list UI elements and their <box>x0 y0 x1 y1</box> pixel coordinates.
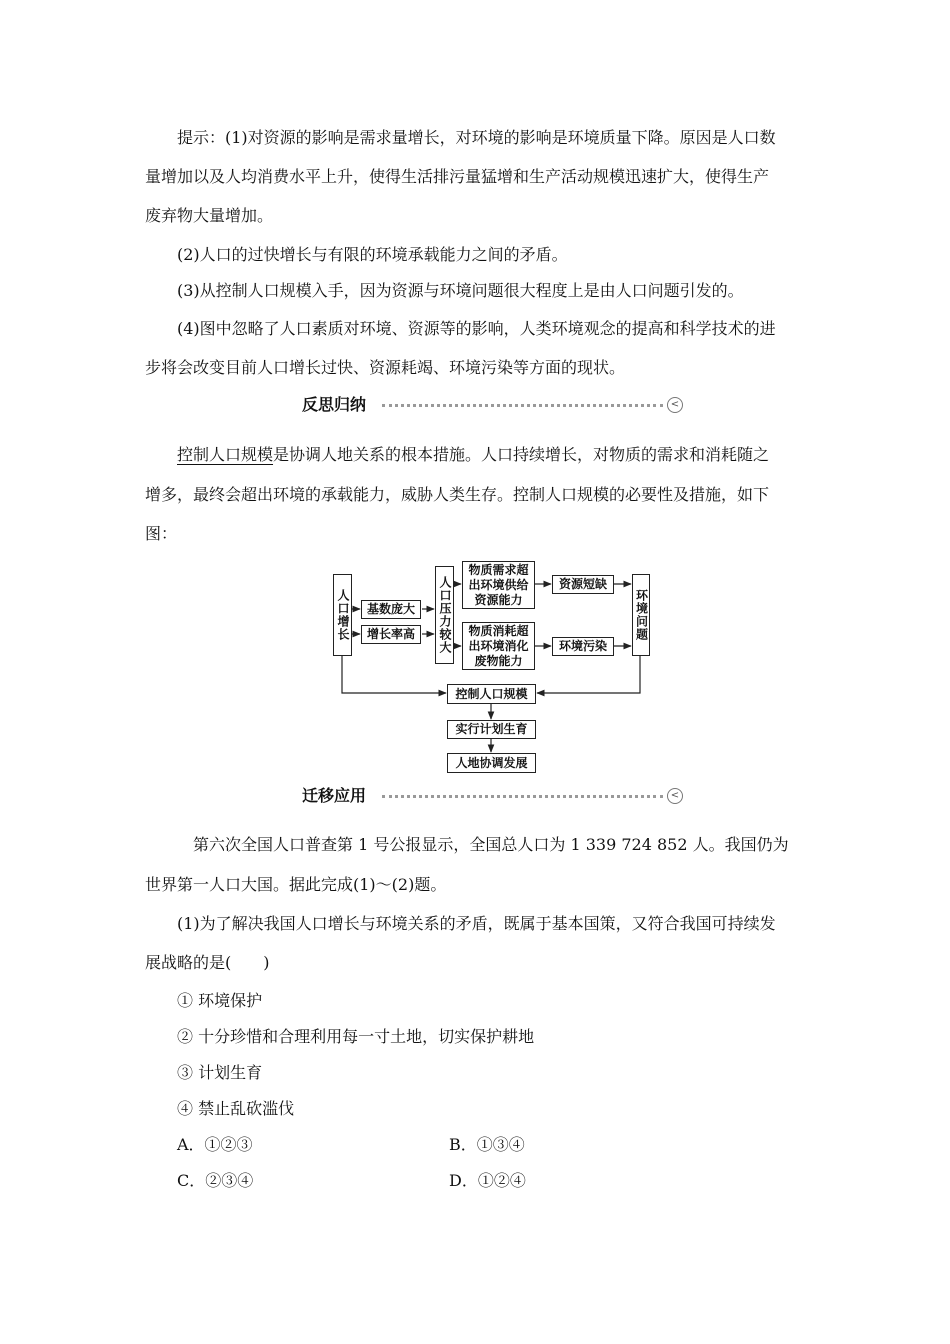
demand-exceeds-box: 物质需求超 出环境供给 资源能力 <box>462 561 535 609</box>
population-growth-box: 人口增长 <box>333 574 352 656</box>
chevron-left-icon: < <box>667 397 683 413</box>
hint-line: (3)从控制人口规模入手，因为资源与环境问题很大程度上是由人口问题引发的。 <box>177 281 744 300</box>
control-population-box: 控制人口规模 <box>447 684 536 704</box>
option-c: C．②③④ <box>177 1171 254 1190</box>
hint-line: (2)人口的过快增长与有限的环境承载能力之间的矛盾。 <box>177 245 568 264</box>
question-intro: 第六次全国人口普查第 1 号公报显示，全国总人口为 1 339 724 852 人。我国仍为 <box>193 835 789 854</box>
question-intro: 世界第一人口大国。据此完成(1)～(2)题。 <box>145 875 447 894</box>
question-item: ③ 计划生育 <box>177 1063 263 1082</box>
environmental-problem-box: 环境问题 <box>632 574 650 656</box>
question-stem: (1)为了解决我国人口增长与环境关系的矛盾，既属于基本国策，又符合我国可持续发 <box>177 914 776 933</box>
reflection-line: 图： <box>145 524 178 543</box>
resource-shortage-box: 资源短缺 <box>552 575 614 594</box>
question-stem: 展战略的是( ) <box>145 953 270 972</box>
section-title: 反思归纳 <box>302 395 367 414</box>
reflection-text: 是协调人地关系的根本措施。人口持续增长，对物质的需求和消耗随之 <box>273 445 770 464</box>
option-b: B．①③④ <box>449 1135 525 1154</box>
hint-line: 步将会改变目前人口增长过快、资源耗竭、环境污染等方面的现状。 <box>145 358 626 377</box>
key-term: 控制人口规模 <box>177 445 274 464</box>
option-a: A．①②③ <box>177 1135 253 1154</box>
question-item: ① 环境保护 <box>177 991 263 1010</box>
family-planning-box: 实行计划生育 <box>447 720 536 739</box>
reflection-line: 增多，最终会超出环境的承载能力，威胁人类生存。控制人口规模的必要性及措施，如下 <box>145 485 770 504</box>
harmonious-development-box: 人地协调发展 <box>447 753 536 773</box>
hint-line: 废弃物大量增加。 <box>145 206 274 225</box>
large-base-box: 基数庞大 <box>361 600 421 619</box>
option-d: D．①②④ <box>449 1171 526 1190</box>
section-title: 迁移应用 <box>302 786 367 805</box>
question-item: ② 十分珍惜和合理利用每一寸土地，切实保护耕地 <box>177 1027 535 1046</box>
chevron-left-icon: < <box>667 788 683 804</box>
hint-line: 提示：(1)对资源的影响是需求量增长，对环境的影响是环境质量下降。原因是人口数 <box>177 128 776 147</box>
dotted-divider <box>382 795 663 798</box>
environmental-pollution-box: 环境污染 <box>552 637 614 656</box>
hint-line: (4)图中忽略了人口素质对环境、资源等的影响，人类环境观念的提高和科学技术的进 <box>177 319 776 338</box>
question-item: ④ 禁止乱砍滥伐 <box>177 1099 295 1118</box>
section-header-application <box>300 783 685 809</box>
consumption-exceeds-box: 物质消耗超 出环境消化 废物能力 <box>462 622 535 670</box>
high-growth-rate-box: 增长率高 <box>361 625 421 644</box>
population-pressure-box: 人口压力较大 <box>435 566 454 664</box>
hint-line: 量增加以及人均消费水平上升，使得生活排污量猛增和生产活动规模迅速扩大，使得生产 <box>145 167 770 186</box>
